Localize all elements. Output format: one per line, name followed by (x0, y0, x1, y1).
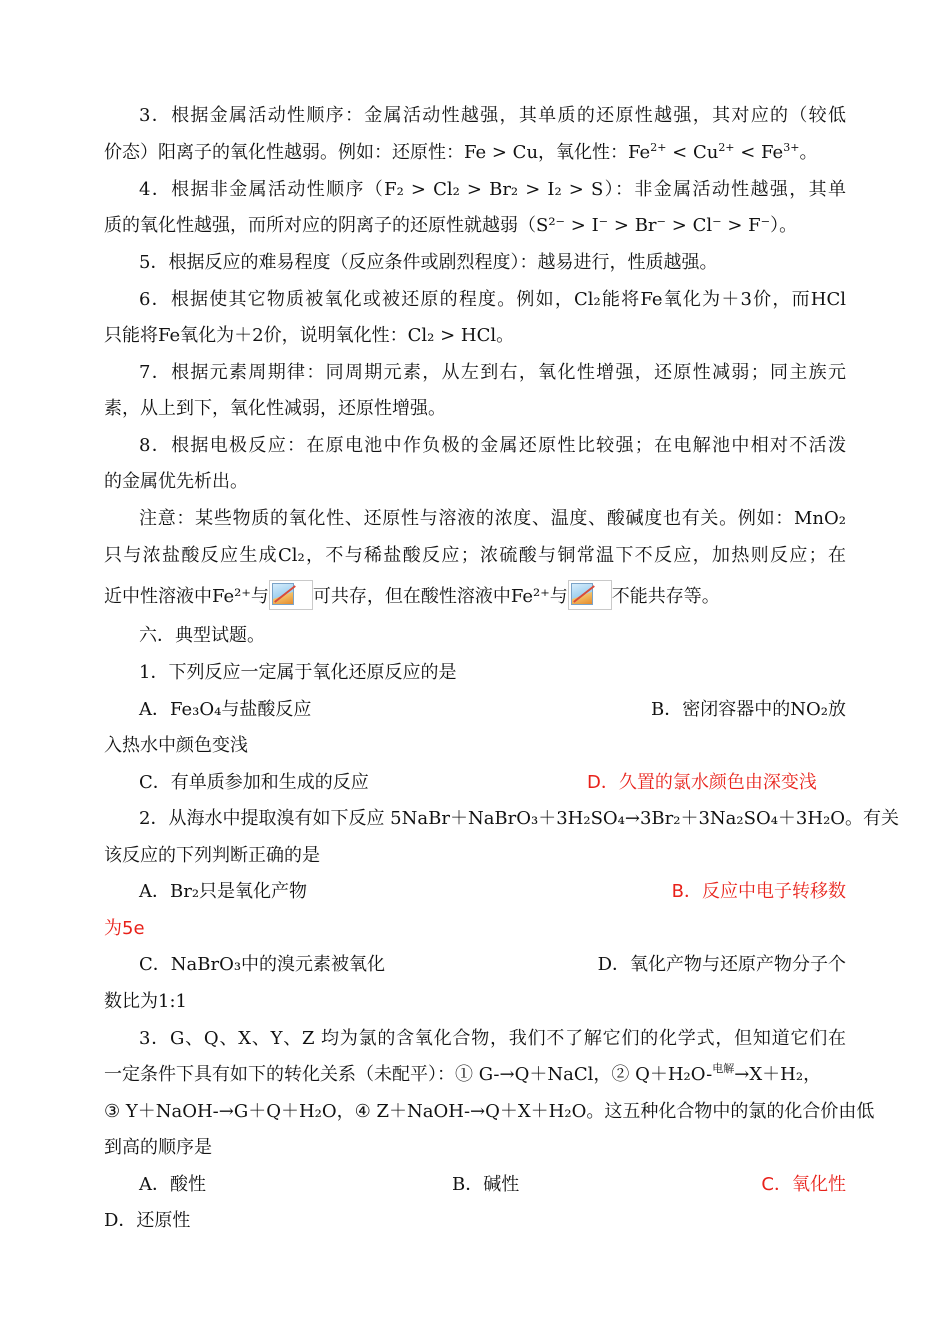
q3-option-d: D．还原性 (104, 1210, 191, 1231)
question-3-stem-line3: ③ Y＋NaOH-→G＋Q＋H₂O，④ Z＋NaOH-→Q＋X＋H₂O。这五种化合物中的氯的化合价由低 (104, 1101, 875, 1122)
q3-option-c-answer: C．氧化性 (761, 1174, 846, 1195)
question-3-stem-line4: 到高的顺序是 (104, 1137, 212, 1158)
rule-8-line2: 的金属优先析出。 (104, 471, 248, 492)
q1-option-c: C．有单质参加和生成的反应 (139, 772, 369, 793)
question-2-stem-line2: 该反应的下列判断正确的是 (104, 845, 320, 866)
broken-image-icon (568, 580, 612, 610)
rule-3-line2: 价态）阳离子的氧化性越弱。例如：还原性：Fe > Cu，氧化性：$Fe^{2+} < Cu^{2+} < Fe^{3+}$。 (104, 141, 818, 163)
rule-3-line1: 3．根据金属活动性顺序：金属活动性越强，其单质的还原性越强，其对应的（较低 (139, 105, 846, 126)
rule-7-line1: 7．根据元素周期律：同周期元素，从左到右，氧化性增强，还原性减弱；同主族元 (139, 362, 846, 383)
q1-option-b-cont: 入热水中颜色变浅 (104, 735, 248, 756)
rule-4-line2: 质的氧化性越强，而所对应的阴离子的还原性就越弱（S²⁻ > I⁻ > Br⁻ > Cl⁻ > F⁻）。 (104, 215, 798, 236)
question-2-options-cd (139, 953, 846, 977)
question-2-options-ab (139, 880, 846, 904)
rule-7-line2: 素，从上到下，氧化性减弱，还原性增强。 (104, 398, 446, 419)
note-line3: 近中性溶液中Fe²⁺与 可共存，但在酸性溶液中Fe²⁺与 不能共存等。 (104, 580, 846, 604)
section-title: 六．典型试题。 (139, 625, 265, 646)
rule-8-line1: 8．根据电极反应：在原电池中作负极的金属还原性比较强；在电解池中相对不活泼 (139, 435, 846, 456)
q1-option-d-answer: D．久置的氯水颜色由深变浅 (587, 772, 817, 793)
question-3-stem-line2: 一定条件下具有如下的转化关系（未配平）：① G-→Q＋NaCl，② Q＋H₂O-$^{电解}$→X＋H₂， (104, 1062, 822, 1085)
question-3-options-abc (139, 1173, 846, 1197)
question-1-options-cd (139, 771, 846, 795)
q2-option-c: C．NaBrO₃中的溴元素被氧化 (139, 954, 386, 975)
question-3-stem-line1: 3．G、Q、X、Y、Z 均为氯的含氧化合物，我们不了解它们的化学式，但知道它们在 (139, 1028, 846, 1049)
broken-image-icon (269, 580, 313, 610)
question-1-options-ab (139, 698, 846, 722)
q2-option-d: D．氧化产物与还原产物分子个 (597, 954, 846, 975)
q3-option-a: A．酸性 (139, 1174, 206, 1195)
rule-4-line1: 4．根据非金属活动性顺序（F₂ > Cl₂ > Br₂ > I₂ > S）：非金属活动性越强，其单 (139, 179, 846, 200)
question-2-stem-line1: 2．从海水中提取溴有如下反应 5NaBr＋NaBrO₃＋3H₂SO₄→3Br₂＋3Na₂SO₄＋3H₂O。有关 (139, 808, 900, 829)
q1-option-b: B．密闭容器中的NO₂放 (651, 699, 846, 720)
q3-option-b: B．碱性 (452, 1174, 520, 1195)
note-line1: 注意：某些物质的氧化性、还原性与溶液的浓度、温度、酸碱度也有关。例如：MnO₂ (139, 508, 846, 529)
q1-option-a: A．Fe₃O₄与盐酸反应 (139, 699, 312, 720)
q2-option-d-cont: 数比为1:1 (104, 991, 187, 1012)
rule-5: 5．根据反应的难易程度（反应条件或剧烈程度）：越易进行，性质越强。 (139, 252, 718, 273)
note-line2: 只与浓盐酸反应生成Cl₂，不与稀盐酸反应；浓硫酸与铜常温下不反应，加热则反应；在 (104, 545, 846, 566)
rule-6-line1: 6．根据使其它物质被氧化或被还原的程度。例如，Cl₂能将Fe氧化为＋3价，而HCl (139, 289, 846, 310)
q2-option-b-cont: 为5e (104, 918, 145, 939)
rule-6-line2: 只能将Fe氧化为＋2价，说明氧化性：Cl₂ > HCl。 (104, 325, 515, 346)
question-1-stem: 1．下列反应一定属于氧化还原反应的是 (139, 662, 457, 683)
q2-option-a: A．Br₂只是氧化产物 (139, 881, 308, 902)
q2-option-b-answer: B．反应中电子转移数 (671, 881, 846, 902)
